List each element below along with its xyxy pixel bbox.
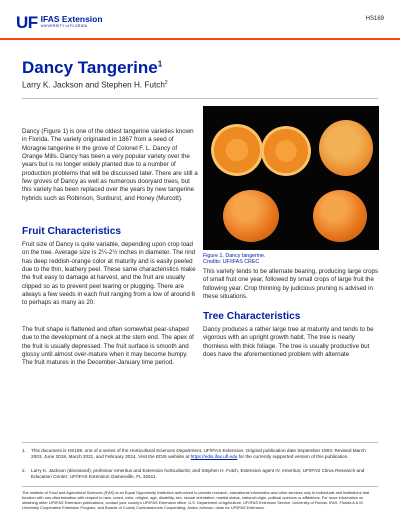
footnote-text-part: This document is HS169, one of a series of the Horticultural Sciences Department, UF/IFAS Extension. Original publication date September 1993. Revised March 2003, June 2018, March 2021, and February 2024. Visit the EDIS website at <box>31 448 366 460</box>
whole-tangerine <box>313 190 367 242</box>
footnote-2 <box>22 468 378 480</box>
logo-subtitle: UNIVERSITY of FLORIDA <box>40 24 88 28</box>
fruit-paragraph-1 <box>22 241 198 308</box>
page-header <box>0 0 400 40</box>
fruit-paragraph-2 <box>22 326 198 368</box>
fruit-text-1: Fruit size of Dancy is quite variable, depending upon crop load on the tree. Average size is 2¼-2½ inches in diameter. The rind has deep reddish-orange color at maturity and is easily peeled due to the thin, leathery peel. These same characteristics make the fruit easy to damage at harvest, and the fruit are usually clipped so as to prevent peel tearing or plugging. There are always a few seeds in each fruit ranging from a low of around 6 to perhaps as many as 20. <box>22 241 196 307</box>
whole-tangerine <box>223 190 279 242</box>
title-divider <box>22 98 378 99</box>
footnote-divider <box>22 442 378 443</box>
legal-notice: The Institute of Food and Agricultural Sciences (IFAS) is an Equal Opportunity Institution authorized to provide research, educational information and other services only to individuals and institutions that function with non-discrimination with respect to race, creed, color, religion, age, disability, sex, sexual orientation, marital status, national origin, political opinions or affiliations. For more information on obtaining other UF/IFAS Extension publications, contact your county's UF/IFAS Extension office. U.S. Department of Agriculture, UF/IFAS Extension Service, University of Florida, IFAS, Florida A & M University Cooperative Extension Program, and Boards of County Commissioners Cooperating. Andra Johnson, dean for UF/IFAS Extension. <box>22 490 370 510</box>
intro-text: Dancy (Figure 1) is one of the oldest tangerine varieties known in Florida. The variety originated in 1867 from a seed of Moragne tangerine in the grove of Colonel F. L. Dancy of Orange Mills. Dancy has been a very popular variety over the years but is no longer widely planted due to a number of production problems that will be discussed later. There are still a few groves of Dancy as well as numerous dooryard trees, but this variety has been replaced over the years by new tangerine hybrids such as Robinson, Sunburst, and Honey (Murcott). <box>22 128 198 202</box>
peeled-tangerine <box>319 120 373 176</box>
footnote-text-part: for the currently supported version of this publication. <box>237 454 349 460</box>
title-footnote-ref[interactable]: 1 <box>157 59 163 69</box>
header-divider <box>0 38 400 40</box>
intro-paragraph <box>22 128 198 203</box>
authors-footnote-ref[interactable]: 2 <box>164 80 168 86</box>
fruit-text-2: The fruit shape is flattened and often somewhat pear-shaped due to the development of a neck at the stem end. The apex of the fruit is usually depressed. The fruit surface is smooth and glossy until almost over-mature when it may become bumpy. The fruit matures in the December-January time period. <box>22 326 194 367</box>
uf-ifas-logo <box>16 14 103 31</box>
edis-link[interactable]: https://edis.ifas.ufl.edu <box>190 454 238 460</box>
document-id: HS169 <box>365 16 384 22</box>
footnote-text <box>31 468 378 480</box>
tangerine-half <box>211 124 263 176</box>
authors <box>22 80 168 90</box>
logo-wordmark <box>41 15 103 29</box>
tree-text: Dancy produces a rather large tree at maturity and tends to be vigorous with an upright growth habit. The tree is nearly thornless with thick foliage. The tree is usually productive but does have the aforementioned problem with alternate <box>203 326 374 359</box>
title-text: Dancy Tangerine <box>22 58 158 77</box>
caption-text: Figure 1. Dancy tangerine. <box>203 253 266 259</box>
footnote-number: 2. <box>22 468 26 473</box>
tree-paragraph <box>203 326 379 359</box>
authors-text: Larry K. Jackson and Stephen H. Futch <box>22 80 165 90</box>
uf-logo-mark: UF <box>16 13 38 32</box>
footnote-number: 1. <box>22 448 26 453</box>
page-title <box>22 58 162 78</box>
footnote-text-part: Larry K. Jackson (deceased), professor emeritus and Extension horticulturist; and Stephen H. Futch, Extension agent IV, emeritus; UF/IFAS Citrus Research and Education Center; UF/IFAS Extension Gainesville, FL 32611. <box>31 468 365 480</box>
figure-caption <box>203 253 265 266</box>
bearing-text: This variety tends to be alternate bearing, producing large crops of small fruit one year, followed by small crops of large fruit the following year. Crop thinning by judicious pruning is advised in these situations. <box>203 268 379 301</box>
bearing-paragraph <box>203 268 379 301</box>
logo-title: IFAS Extension <box>40 14 103 24</box>
caption-credit: Credits: UF/IFAS CREC <box>203 259 260 266</box>
footnote-text <box>31 448 378 460</box>
legal-divider <box>22 486 378 487</box>
footnote-1 <box>22 448 378 460</box>
fruit-characteristics-heading: Fruit Characteristics <box>22 226 122 237</box>
dancy-tangerine-photo <box>203 106 379 250</box>
tree-characteristics-heading: Tree Characteristics <box>203 311 301 322</box>
tangerine-half <box>261 126 311 176</box>
